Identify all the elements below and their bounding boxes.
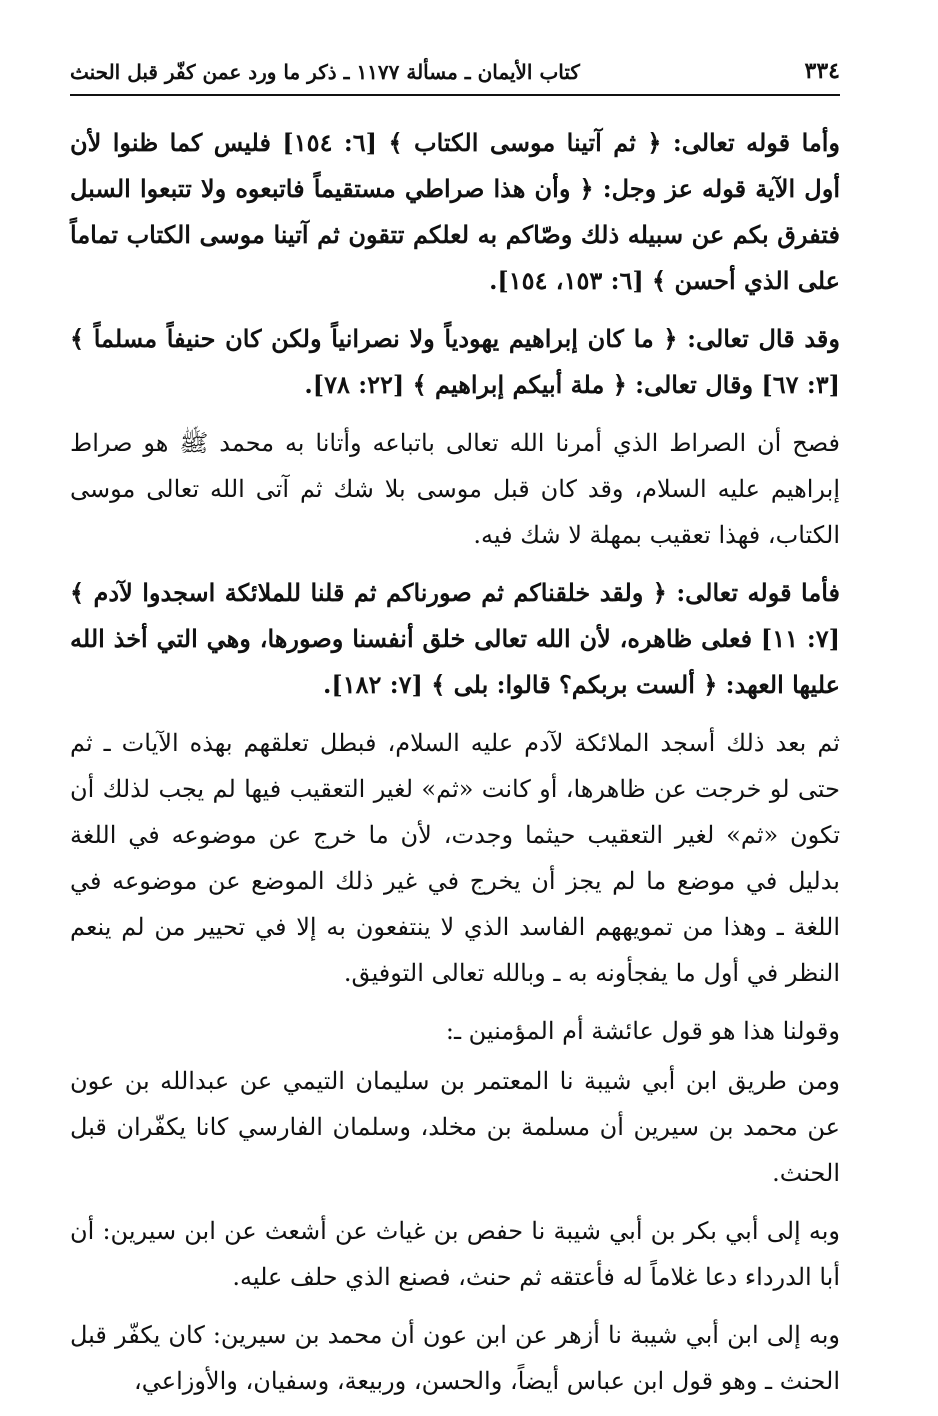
paragraph: فصح أن الصراط الذي أمرنا الله تعالى باتباعه وأتانا به محمد ﷺ هو صراط إبراهيم عليه السلام، وقد كان قبل موسى بلا شك ثم آتى الله تعالى موسى الكتاب، فهذا تعقيب بمهلة لا شك فيه. [70,429,840,549]
page-header [70,40,840,96]
paragraph: وبه إلى أبي بكر بن أبي شيبة نا حفص بن غياث عن أشعث عن ابن سيرين: أن أبا الدرداء دعا غلاماً له فأعتقه ثم حنث، فصنع الذي حلف عليه. [70,1217,840,1291]
running-title: كتاب الأيمان ـ مسألة ١١٧٧ ـ ذكر ما ورد عمن كفّر قبل الحنث [70,60,580,84]
paragraph: ثم بعد ذلك أسجد الملائكة لآدم عليه السلام، فبطل تعلقهم بهذه الآيات ـ ثم حتى لو خرجت عن ظاهرها، أو كانت «ثم» لغير التعقيب فيها لم يجب لذلك أن تكون «ثم» لغير التعقيب حيثما وجدت، لأن ما خرج عن موضوعه في اللغة بدليل في موضع ما لم يجز أن يخرج في غير ذلك الموضع عن موضوعه في اللغة ـ وهذا من تمويههم الفاسد الذي لا ينتفعون به إلا في تحيير من لم ينعم النظر في أول ما يفجأونه به ـ وبالله تعالى التوفيق. [70,729,840,987]
page-body [70,120,840,1404]
paragraph: ومن طريق ابن أبي شيبة نا المعتمر بن سليمان التيمي عن عبدالله بن عون عن محمد بن سيرين أن مسلمة بن مخلد، وسلمان الفارسي كانا يكفّران قبل الحنث. [70,1067,840,1187]
paragraph: فأما قوله تعالى: ﴿ ولقد خلقناكم ثم صورناكم ثم قلنا للملائكة اسجدوا لآدم ﴾ [٧: ١١] فعلى ظاهره، لأن الله تعالى خلق أنفسنا وصورها، وهي التي أخذ الله عليها العهد: ﴿ ألست بربكم؟ قالوا: بلى ﴾ [٧: ١٨٢]. [70,578,840,699]
page-number: ٣٣٤ [804,58,840,84]
paragraph: وأما قوله تعالى: ﴿ ثم آتينا موسى الكتاب ﴾ [٦: ١٥٤] فليس كما ظنوا لأن أول الآية قوله عز وجل: ﴿ وأن هذا صراطي مستقيماً فاتبعوه ولا تتبعوا السبل فتفرق بكم عن سبيله ذلك وصّاكم به لعلكم تتقون ثم آتينا موسى الكتاب تماماً على الذي أحسن ﴾ [٦: ١٥٣، ١٥٤]. [70,128,841,295]
paragraph: وقولنا هذا هو قول عائشة أم المؤمنين ـ: [445,1017,840,1045]
paragraph: وبه إلى ابن أبي شيبة نا أزهر عن ابن عون أن محمد بن سيرين: كان يكفّر قبل الحنث ـ وهو قول ابن عباس أيضاً، والحسن، وربيعة، وسفيان، والأوزاعي، [70,1321,840,1395]
book-page [70,40,840,1416]
paragraph: وقد قال تعالى: ﴿ ما كان إبراهيم يهودياً ولا نصرانياً ولكن كان حنيفاً مسلماً ﴾ [٣: ٦٧] وقال تعالى: ﴿ ملة أبيكم إبراهيم ﴾ [٢٢: ٧٨]. [70,324,840,399]
